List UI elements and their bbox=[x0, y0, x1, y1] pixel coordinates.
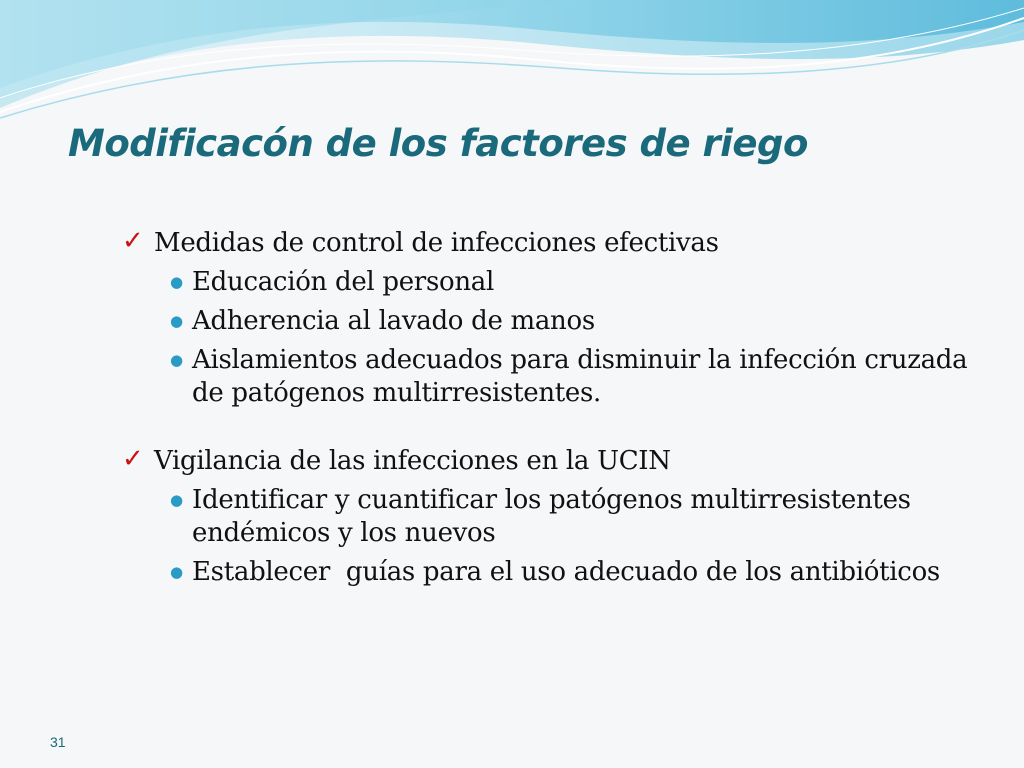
page-number: 31 bbox=[50, 734, 66, 750]
list-item bbox=[170, 344, 982, 410]
slide-title: Modificacón de los factores de riego bbox=[68, 122, 808, 165]
list-item-text: Establecer guías para el uso adecuado de los antibióticos bbox=[192, 557, 940, 587]
section-surveillance bbox=[122, 444, 982, 589]
list-item-text: Adherencia al lavado de manos bbox=[192, 306, 595, 336]
wave-decoration bbox=[0, 0, 1024, 130]
bullet-icon: ● bbox=[170, 491, 184, 509]
section-heading-text: Medidas de control de infecciones efectivas bbox=[154, 228, 719, 258]
list-item-text: Educación del personal bbox=[192, 267, 494, 297]
section-heading bbox=[122, 226, 982, 260]
section-heading-text: Vigilancia de las infecciones en la UCIN bbox=[154, 446, 671, 476]
bullet-icon: ● bbox=[170, 273, 184, 291]
bullet-icon: ● bbox=[170, 351, 184, 369]
checkmark-icon: ✓ bbox=[122, 226, 144, 256]
slide-content bbox=[122, 226, 982, 589]
list-item bbox=[170, 305, 982, 338]
list-item bbox=[170, 484, 982, 550]
section-heading bbox=[122, 444, 982, 478]
list-item bbox=[170, 556, 982, 589]
section-control bbox=[122, 226, 982, 410]
bullet-icon: ● bbox=[170, 312, 184, 330]
checkmark-icon: ✓ bbox=[122, 444, 144, 474]
list-item-text: Identificar y cuantificar los patógenos multirresistentes endémicos y los nuevos bbox=[192, 485, 911, 548]
list-item-text: Aislamientos adecuados para disminuir la infección cruzada de patógenos multirresistentes. bbox=[192, 345, 968, 408]
bullet-icon: ● bbox=[170, 563, 184, 581]
list-item bbox=[170, 266, 982, 299]
